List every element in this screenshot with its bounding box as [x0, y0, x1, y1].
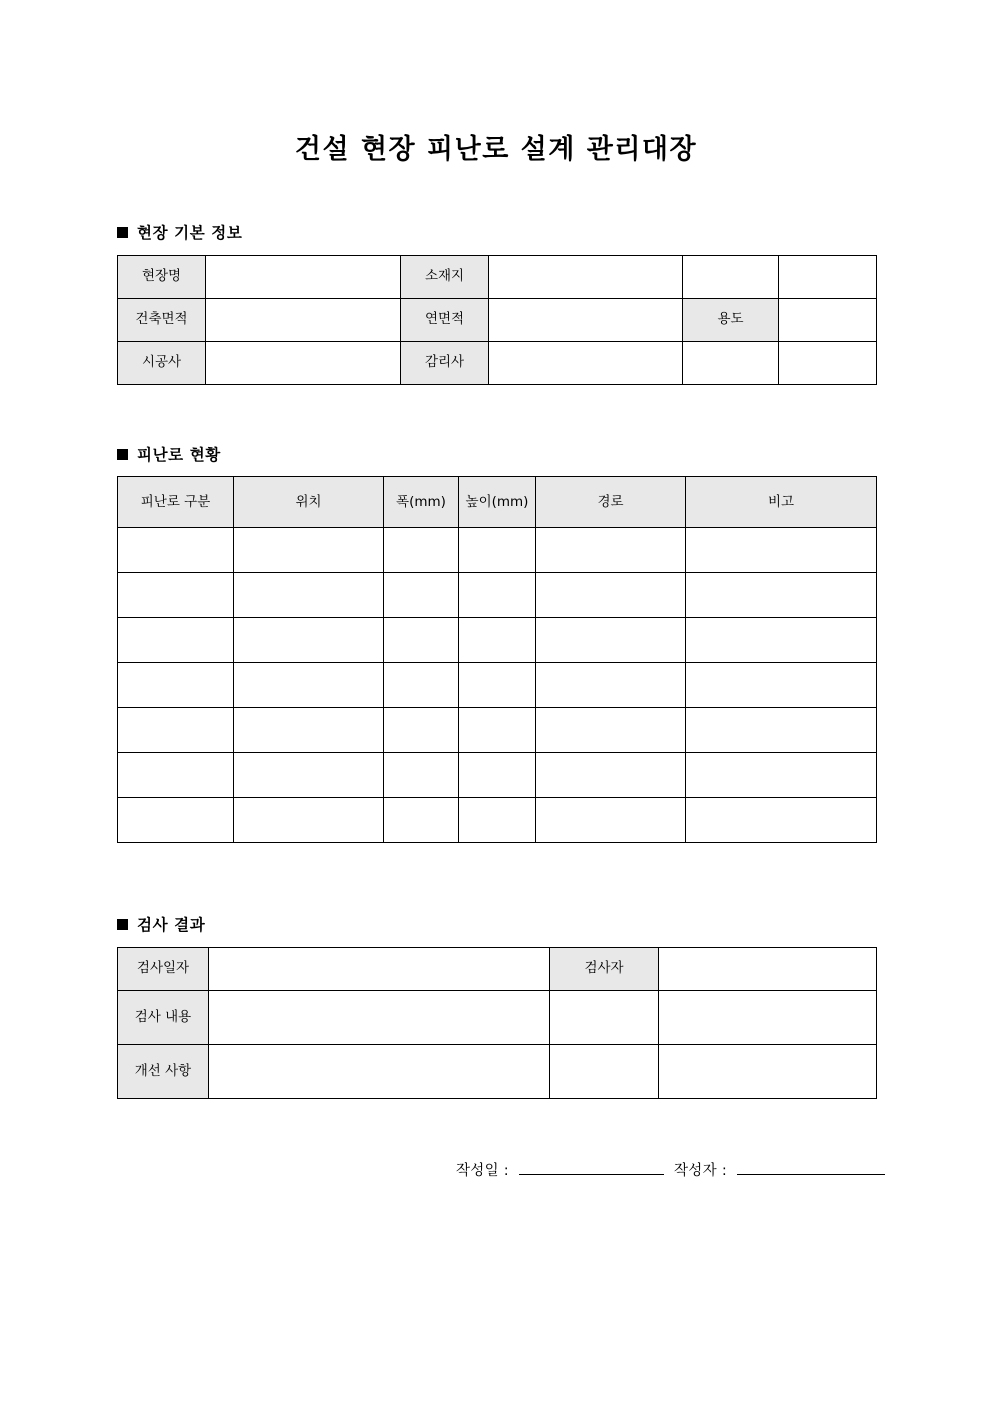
inspection-result-table — [117, 947, 877, 1099]
cell-path[interactable] — [536, 753, 686, 798]
table-row — [118, 663, 877, 708]
field-label-improvement: 개선 사항 — [118, 1044, 209, 1098]
field-label-location: 소재지 — [401, 255, 489, 298]
square-bullet-icon — [117, 919, 128, 930]
section-heading-escape-route-label: 피난로 현황 — [137, 445, 221, 464]
footer-date-label: 작성일 : — [455, 1162, 509, 1179]
cell-width[interactable] — [384, 798, 459, 843]
cell-width[interactable] — [384, 528, 459, 573]
spacer — [0, 1099, 992, 1159]
cell-category[interactable] — [118, 528, 234, 573]
section-heading-inspection-result — [0, 916, 992, 935]
spacer — [0, 167, 992, 224]
table-row — [118, 753, 877, 798]
cell-width[interactable] — [384, 573, 459, 618]
cell-remarks[interactable] — [686, 708, 877, 753]
section-heading-escape-route — [0, 446, 992, 465]
page-title: 건설 현장 피난로 설계 관리대장 — [294, 134, 698, 165]
table-row — [118, 990, 877, 1044]
cell-height[interactable] — [459, 753, 536, 798]
section-heading-basic-info — [0, 224, 992, 243]
spacer — [0, 243, 992, 255]
field-extra-cell-content-c3[interactable] — [550, 990, 659, 1044]
table-row — [118, 708, 877, 753]
column-header-position: 위치 — [234, 477, 384, 528]
column-header-category: 피난로 구분 — [118, 477, 234, 528]
field-extra-cell-r3c6[interactable] — [779, 341, 877, 384]
cell-path[interactable] — [536, 528, 686, 573]
field-value-inspector[interactable] — [659, 947, 877, 990]
square-bullet-icon — [117, 227, 128, 238]
spacer — [0, 843, 992, 916]
field-extra-cell-r1c5[interactable] — [683, 255, 779, 298]
cell-position[interactable] — [234, 618, 384, 663]
table-row — [118, 255, 877, 298]
footer-author-field[interactable] — [737, 1174, 885, 1175]
table-row — [118, 618, 877, 663]
cell-category[interactable] — [118, 618, 234, 663]
field-extra-cell-improve-c3[interactable] — [550, 1044, 659, 1098]
table-row — [118, 798, 877, 843]
cell-position[interactable] — [234, 708, 384, 753]
field-label-total-area: 연면적 — [401, 298, 489, 341]
cell-remarks[interactable] — [686, 663, 877, 708]
cell-remarks[interactable] — [686, 798, 877, 843]
field-label-supervisor: 감리사 — [401, 341, 489, 384]
cell-remarks[interactable] — [686, 753, 877, 798]
cell-category[interactable] — [118, 573, 234, 618]
table-row — [118, 1044, 877, 1098]
column-header-height: 높이(mm) — [459, 477, 536, 528]
cell-path[interactable] — [536, 663, 686, 708]
field-label-inspection-date: 검사일자 — [118, 947, 209, 990]
field-label-contractor: 시공사 — [118, 341, 206, 384]
cell-path[interactable] — [536, 573, 686, 618]
field-value-site-name[interactable] — [206, 255, 401, 298]
cell-path[interactable] — [536, 618, 686, 663]
field-label-site-name: 현장명 — [118, 255, 206, 298]
cell-position[interactable] — [234, 753, 384, 798]
footer-signature-line — [0, 1159, 992, 1180]
square-bullet-icon — [117, 449, 128, 460]
cell-remarks[interactable] — [686, 528, 877, 573]
table-row — [118, 947, 877, 990]
cell-category[interactable] — [118, 663, 234, 708]
cell-path[interactable] — [536, 798, 686, 843]
cell-remarks[interactable] — [686, 573, 877, 618]
cell-height[interactable] — [459, 573, 536, 618]
field-extra-cell-improve-c4[interactable] — [659, 1044, 877, 1098]
spacer — [0, 385, 992, 446]
field-value-building-area[interactable] — [206, 298, 401, 341]
cell-height[interactable] — [459, 663, 536, 708]
cell-position[interactable] — [234, 798, 384, 843]
cell-height[interactable] — [459, 528, 536, 573]
cell-path[interactable] — [536, 708, 686, 753]
field-value-improvement[interactable] — [209, 1044, 550, 1098]
field-label-inspection-content: 검사 내용 — [118, 990, 209, 1044]
cell-category[interactable] — [118, 753, 234, 798]
table-row — [118, 298, 877, 341]
escape-route-table — [117, 476, 877, 843]
field-label-building-area: 건축면적 — [118, 298, 206, 341]
field-value-usage[interactable] — [779, 298, 877, 341]
cell-width[interactable] — [384, 663, 459, 708]
cell-height[interactable] — [459, 708, 536, 753]
field-value-supervisor[interactable] — [489, 341, 683, 384]
cell-position[interactable] — [234, 528, 384, 573]
cell-height[interactable] — [459, 798, 536, 843]
section-heading-inspection-result-label: 검사 결과 — [137, 916, 206, 935]
basic-info-table — [117, 255, 877, 385]
field-extra-cell-content-c4[interactable] — [659, 990, 877, 1044]
field-extra-cell-r1c6[interactable] — [779, 255, 877, 298]
field-value-inspection-content[interactable] — [209, 990, 550, 1044]
cell-height[interactable] — [459, 618, 536, 663]
field-label-inspector: 검사자 — [550, 947, 659, 990]
field-value-location[interactable] — [489, 255, 683, 298]
column-header-remarks: 비고 — [686, 477, 877, 528]
table-row — [118, 528, 877, 573]
section-heading-basic-info-label: 현장 기본 정보 — [137, 224, 243, 243]
cell-width[interactable] — [384, 708, 459, 753]
footer-author-label: 작성자 : — [673, 1162, 727, 1179]
cell-category[interactable] — [118, 708, 234, 753]
field-value-total-area[interactable] — [489, 298, 683, 341]
spacer — [0, 464, 992, 476]
table-header-row — [118, 477, 877, 528]
cell-position[interactable] — [234, 663, 384, 708]
field-value-contractor[interactable] — [206, 341, 401, 384]
column-header-width: 폭(mm) — [384, 477, 459, 528]
field-value-inspection-date[interactable] — [209, 947, 550, 990]
table-row — [118, 573, 877, 618]
cell-category[interactable] — [118, 798, 234, 843]
table-row — [118, 341, 877, 384]
spacer — [0, 935, 992, 947]
cell-width[interactable] — [384, 753, 459, 798]
field-extra-cell-r3c5[interactable] — [683, 341, 779, 384]
column-header-path: 경로 — [536, 477, 686, 528]
footer-date-field[interactable] — [519, 1174, 664, 1175]
cell-width[interactable] — [384, 618, 459, 663]
cell-remarks[interactable] — [686, 618, 877, 663]
cell-position[interactable] — [234, 573, 384, 618]
field-label-usage: 용도 — [683, 298, 779, 341]
